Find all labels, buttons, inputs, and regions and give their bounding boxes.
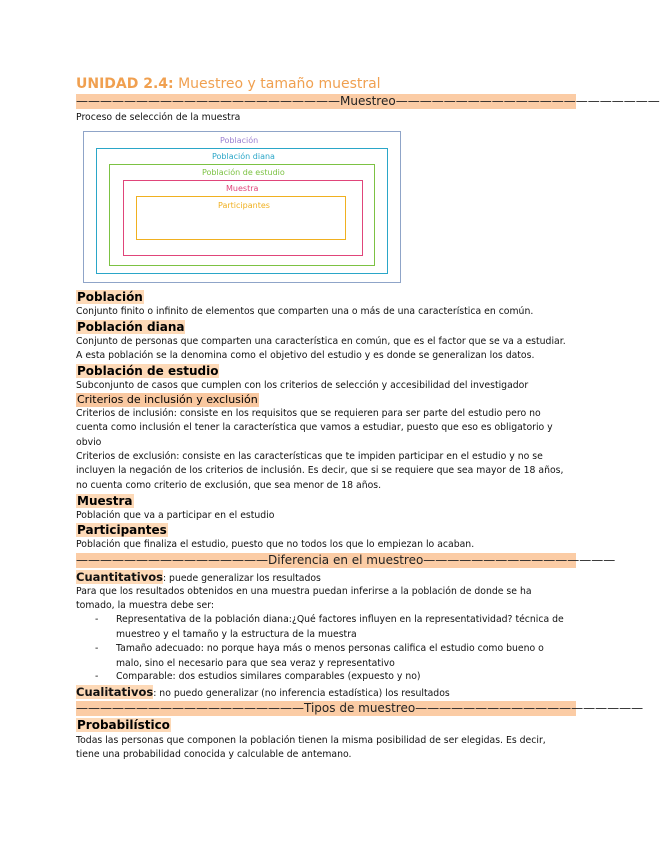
list-dash: - [95,643,99,654]
list-dash: - [95,614,99,625]
selection-diagram [83,131,401,283]
list-dash: - [95,671,99,682]
text-probabilistico-1: Todas las personas que componen la población tienen la misma posibilidad de ser elegidas. Es decir, [76,735,546,746]
label-participantes: Participantes [218,201,270,210]
heading-muestra: Muestra [77,494,133,508]
list-item-line-1: Tamaño adecuado: no porque haya más o menos personas califica el estudio como bueno o [116,643,544,654]
proceso-caption: Proceso de selección de la muestra [76,112,241,123]
text-participantes: Población que finaliza el estudio, puesto que no todos los que lo empiezan lo acaban. [76,539,475,550]
page-title [76,76,381,92]
title-text: Muestreo y tamaño muestral [173,76,381,92]
text-cuantitativos-1: Para que los resultados obtenidos en una muestra puedan inferirse a la población de donde se ha [76,586,532,597]
label-diana: Población diana [212,152,275,161]
text-diana-1: Conjunto de personas que comparten una característica en común, que es el factor que se va a estudiar. [76,336,566,347]
text-probabilistico-2: tiene una probabilidad conocida y calculable de antemano. [76,749,352,760]
heading-probabilistico: Probabilístico [77,718,170,732]
list-item [95,613,575,642]
divider-muestreo-text: ——————————————————————Muestreo—————————————————————— [76,94,660,108]
divider-muestreo [76,94,660,109]
text-exclusion-2: incluyen la negación de los criterios de inclusión. Es decir, que si se requiere que sea mayor de 18 años, [76,465,564,476]
divider-diferencia [76,553,616,568]
divider-tipos [76,701,644,716]
unit-label: UNIDAD 2.4: [76,76,174,92]
label-estudio: Población de estudio [202,168,285,177]
heading-cuantitativos: Cuantitativos [76,570,163,584]
text-exclusion-3: no cuenta como criterio de exclusión, que sea menor de 18 años. [76,480,382,491]
text-exclusion-1: Criterios de exclusión: consiste en las características que te impiden participar en el estudio y no se [76,451,543,462]
heading-poblacion: Población [77,290,143,304]
list-item [95,670,575,685]
heading-estudio: Población de estudio [77,364,219,378]
cualitativos-rest: : no puedo generalizar (no inferencia estadística) los resultados [153,688,450,699]
text-estudio: Subconjunto de casos que cumplen con los criterios de selección y accesibilidad del investigador [76,380,529,391]
cualitativos-line [76,685,576,702]
text-cuantitativos-2: tomado, la muestra debe ser: [76,600,215,611]
heading-cualitativos: Cualitativos [76,685,154,699]
label-poblacion: Población [220,136,259,145]
list-item-line-1: Comparable: dos estudios similares comparables (expuesto y no) [116,671,421,682]
text-inclusion-2: cuenta como inclusión el tener la característica que vamos a estudiar, puesto que eso es obligatorio y [76,422,553,433]
divider-diferencia-text: ————————————————Diferencia en el muestreo———————————————— [76,553,616,567]
text-diana-2: A esta población se la denomina como el objetivo del estudio y es donde se generalizan los datos. [76,350,535,361]
heading-criterios: Criterios de inclusión y exclusión [77,393,258,406]
list-item [95,642,575,671]
list-item-line-2: muestreo y el tamaño y la estructura de la muestra [116,628,357,640]
text-poblacion: Conjunto finito o infinito de elementos que comparten una o más de una característica en común. [76,306,534,317]
text-inclusion-1: Criterios de inclusión: consiste en los requisitos que se requieren para ser parte del estudio pero no [76,408,541,419]
label-muestra: Muestra [226,184,259,193]
heading-participantes: Participantes [77,523,167,537]
heading-diana: Población diana [77,320,185,334]
text-inclusion-3: obvio [76,437,102,448]
list-item-line-2: malo, sino el necesario para que sea veraz y representativo [116,657,395,669]
divider-tipos-text: ———————————————————Tipos de muestreo——————————————————— [76,701,644,715]
text-muestra: Población que va a participar en el estudio [76,510,275,521]
list-item-line-1: Representativa de la población diana:¿Qué factores influyen en la representatividad? técnica de [116,614,564,625]
cuantitativos-rest: : puede generalizar los resultados [162,573,321,584]
